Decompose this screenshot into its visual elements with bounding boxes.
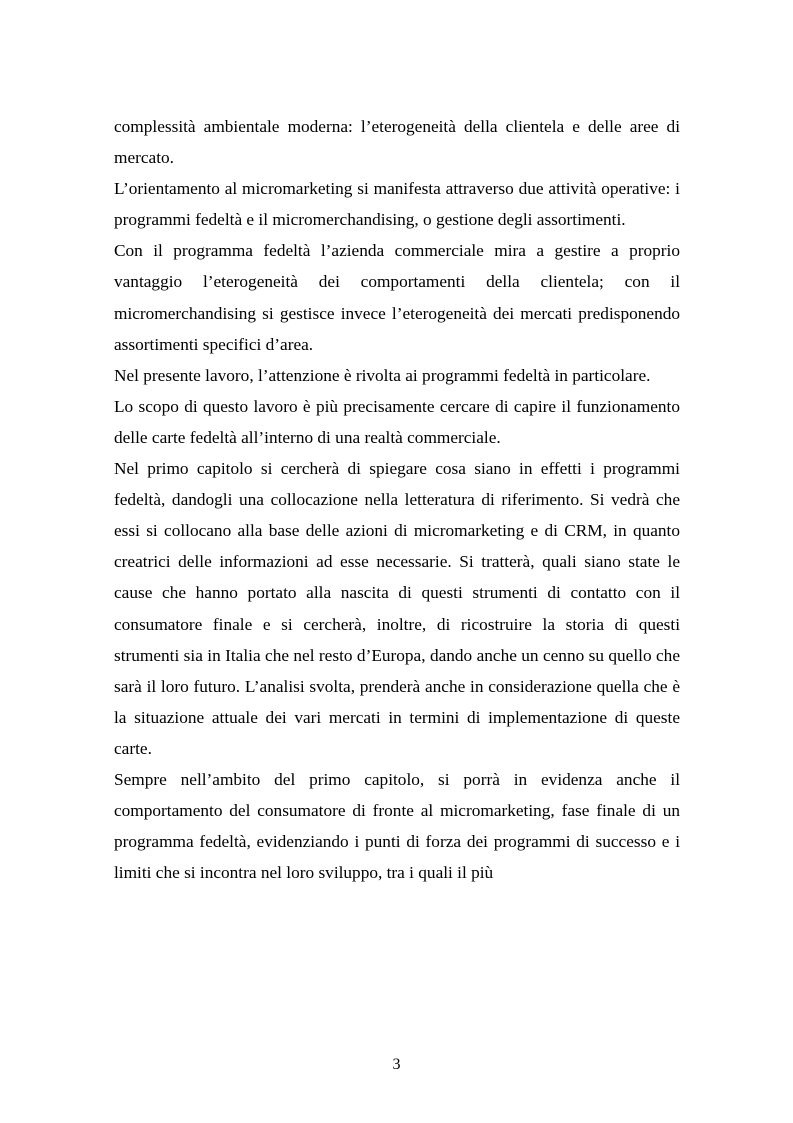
- paragraph-scope: Lo scopo di questo lavoro è più precisamente cercare di capire il funzionamento delle carte fedeltà all’interno di una realtà commerciale.: [114, 396, 680, 447]
- paragraph-present-work: Nel presente lavoro, l’attenzione è rivolta ai programmi fedeltà in particolare.: [114, 365, 651, 385]
- paragraph-continuation: complessità ambientale moderna: l’eterogeneità della clientela e delle aree di mercato.: [114, 117, 680, 168]
- body-text: [114, 111, 680, 888]
- paragraph-loyalty-program: Con il programma fedeltà l’azienda commerciale mira a gestire a proprio vantaggio l’eterogeneità dei comportamenti della clientela; con il micromerchandising si gestisce invece l’eterogeneità dei mercati predisponendo assortimenti specifici d’area.: [114, 241, 680, 354]
- page-number: 3: [392, 1056, 401, 1073]
- paragraph-consumer-behaviour: Sempre nell’ambito del primo capitolo, si porrà in evidenza anche il comportamento del consumatore di fronte al micromarketing, fase finale di un programma fedeltà, evidenziando i punti di forza dei programmi di successo e i limiti che si incontra nel loro sviluppo, tra i quali il più: [114, 769, 680, 883]
- paragraph-first-chapter: Nel primo capitolo si cercherà di spiegare cosa siano in effetti i programmi fedeltà, dandogli una collocazione nella letteratura di riferimento. Si vedrà che essi si collocano alla base delle azioni di micromarketing e di CRM, in quanto creatrici delle informazioni ad esse necessarie. Si tratterà, quali siano state le cause che hanno portato alla nascita di questi strumenti di contatto con il consumatore finale e si cercherà, inoltre, di ricostruire la storia di questi strumenti sia in Italia che nel resto d’Europa, dando anche un cenno su quello che sarà il loro futuro. L’analisi svolta, prenderà anche in considerazione quella che è la situazione attuale dei vari mercati in termini di implementazione di queste carte.: [114, 459, 680, 758]
- paragraph-micromarketing-orientation: L’orientamento al micromarketing si manifesta attraverso due attività operative: i programmi fedeltà e il micromerchandising, o gestione degli assortimenti.: [114, 179, 680, 230]
